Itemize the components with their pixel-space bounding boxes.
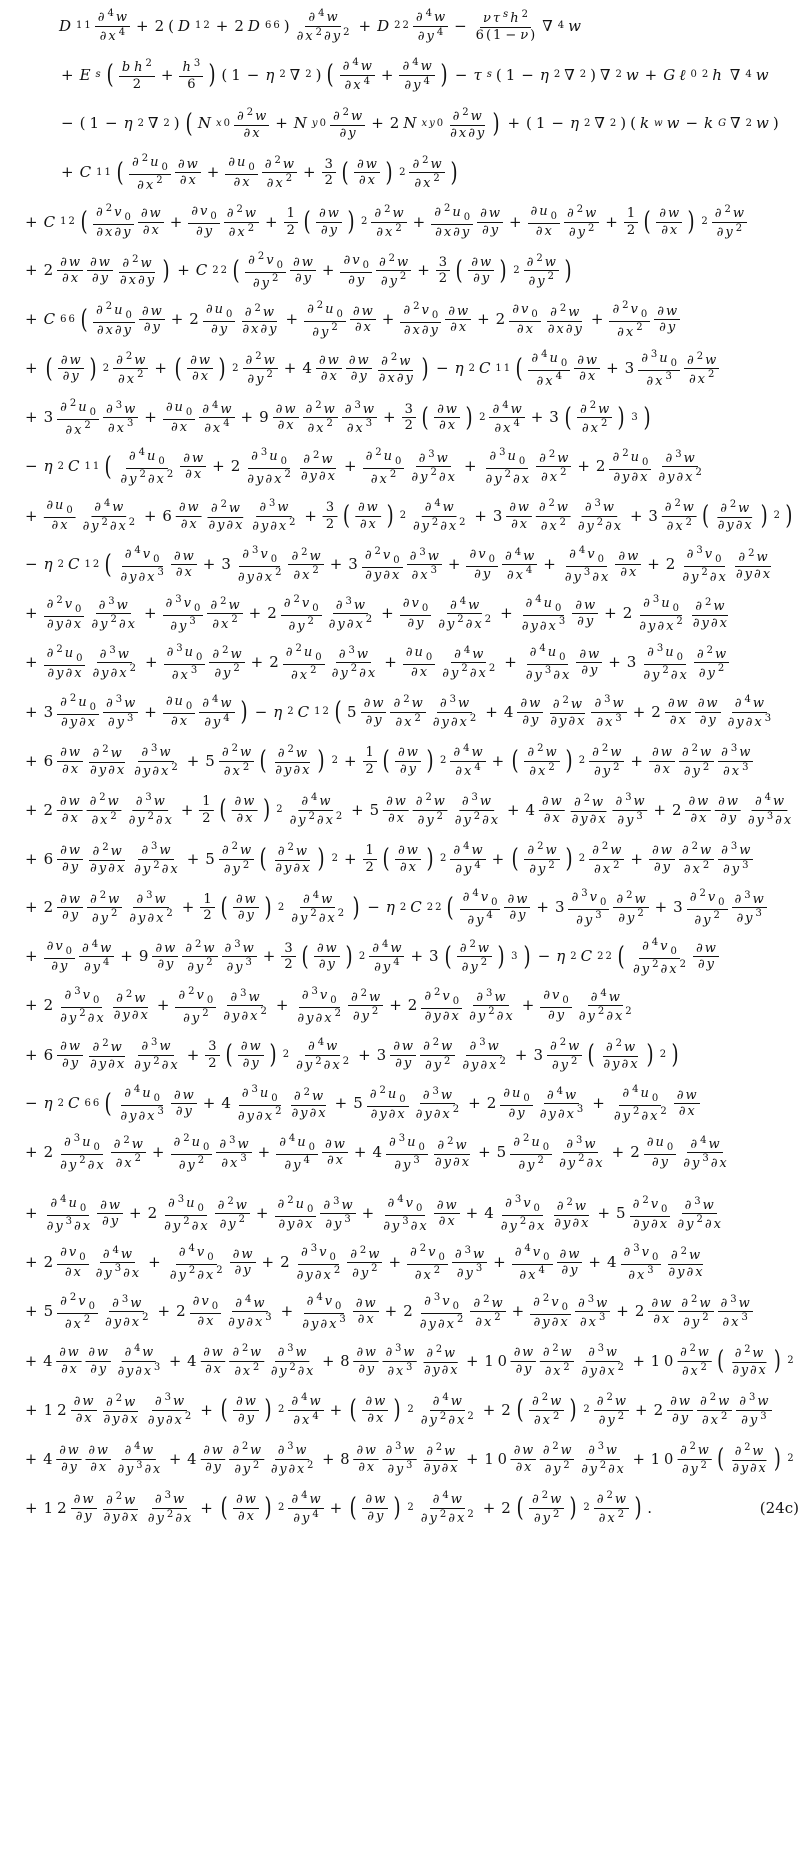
equation-line	[0, 441, 805, 493]
equation-line	[0, 1286, 805, 1338]
equation-line-math: + 6 $\frac{\partial w}{\partial y}$ $\frac{\partial ^2 w}{\partial y \partial x}$ $\frac{\partial ^3 w}{\partial y ^2 \partial x}$ + 5 $\frac{\partial ^2 w}{\partial y ^2}$ ( $\frac{\partial ^2 w}{\partial y \partial x}$ ) 2 + $\frac{1}{2}$ ( $\frac{\partial w}{\partial x}$ ) 2 $\frac{\partial ^4 w}{\partial y ^4}$ + ( $\frac{\partial ^2 w}{\partial y ^2}$ ) 2 $\frac{\partial ^2 w}{\partial x ^2}$ + $\frac{\partial w}{\partial y}$ $\frac{\partial ^2 w}{\partial x ^2}$ $\frac{\partial ^3 w}{\partial y ^3}$	[22, 842, 754, 877]
equation-line	[0, 245, 805, 297]
equation-line	[0, 147, 805, 199]
equation-line-math: + 3 $\frac{\partial ^2 u _0}{\partial y \partial x}$ $\frac{\partial ^3 w}{\partial y ^3}$ + $\frac{\partial u _0}{\partial x}$ $\frac{\partial ^4 w}{\partial y ^4}$ ) − η 2 C 1 2 ( 5 $\frac{\partial w}{\partial y}$ $\frac{\partial ^2 w}{\partial x ^2}$ $\frac{\partial ^3 w}{\partial y \partial x ^2}$ + 4 $\frac{\partial w}{\partial y}$ $\frac{\partial ^2 w}{\partial y \partial x}$ $\frac{\partial ^3 w}{\partial x ^3}$ + 2 $\frac{\partial w}{\partial x}$ $\frac{\partial w}{\partial y}$ $\frac{\partial ^4 w}{\partial y \partial x ^3}$	[25, 692, 772, 731]
equation-line-math: + $\frac{\partial v _0}{\partial y}$ $\frac{\partial ^4 w}{\partial y ^4}$ + 9 $\frac{\partial w}{\partial y}$ $\frac{\partial ^2 w}{\partial y ^2}$ $\frac{\partial ^3 w}{\partial y ^3}$ + $\frac{3}{2}$ ( $\frac{\partial w}{\partial y}$ ) 2 $\frac{\partial ^4 w}{\partial y ^4}$ + 3 ( $\frac{\partial ^2 w}{\partial y ^2}$ ) 3 ) − η 2 C 2 2 ( $\frac{\partial ^4 v _0}{\partial y ^2 \partial x ^2}$ $\frac{\partial w}{\partial y}$	[22, 938, 720, 976]
equation-line	[0, 1433, 805, 1485]
equation-line	[0, 931, 805, 983]
equation-line-math: D 1 1 $\frac{\partial ^4 w}{\partial x ^4}$ + 2 ( D 1 2 + 2 D 6 6 ) $\frac{\partial ^4 w}{\partial x ^2 \partial y ^2}$ + D 2 2 $\frac{\partial ^4 w}{\partial y ^4}$ − $\frac{\nu \tau ^s h ^2}{6 ( 1 - \nu )}$ ∇ 4 w	[59, 7, 581, 44]
equation-number: (24c)	[759, 1498, 799, 1517]
equation-line	[0, 588, 805, 640]
equation-line	[0, 392, 805, 444]
equation-line	[0, 0, 805, 52]
equation-line	[0, 1029, 805, 1081]
equation-line	[0, 49, 805, 101]
equation-line-math: − η 2 C 1 1 ( $\frac{\partial ^4 u _0}{\partial y ^2 \partial x ^2}$ $\frac{\partial w}{\partial x}$ + 2 $\frac{\partial ^3 u _0}{\partial y \partial x ^2}$ $\frac{\partial ^2 w}{\partial y \partial x}$ + $\frac{\partial ^2 u _0}{\partial x ^2}$ $\frac{\partial ^3 w}{\partial y ^2 \partial x}$ + $\frac{\partial ^3 u _0}{\partial y ^2 \partial x}$ $\frac{\partial ^2 w}{\partial x ^2}$ + 2 $\frac{\partial ^2 u _0}{\partial y \partial x}$ $\frac{\partial ^3 w}{\partial y \partial x ^2}$	[25, 446, 702, 487]
equation-line	[0, 490, 805, 542]
equation-line	[0, 980, 805, 1032]
equation-line-math: + ( $\frac{\partial w}{\partial y}$ ) 2 $\frac{\partial ^2 w}{\partial x ^2}$ + ( $\frac{\partial w}{\partial x}$ ) 2 $\frac{\partial ^2 w}{\partial y ^2}$ + 4 $\frac{\partial w}{\partial x}$ $\frac{\partial w}{\partial y}$ $\frac{\partial ^2 w}{\partial x \partial y}$ ) − η 2 C 1 1 ( $\frac{\partial ^4 u _0}{\partial x ^4}$ $\frac{\partial w}{\partial x}$ + 3 $\frac{\partial ^3 u _0}{\partial x ^3}$ $\frac{\partial ^2 w}{\partial x ^2}$	[22, 350, 720, 388]
equation-line-math: + C 1 2 ( $\frac{\partial ^2 v _0}{\partial x \partial y}$ $\frac{\partial w}{\partial x}$ + $\frac{\partial v _0}{\partial y}$ $\frac{\partial ^2 w}{\partial x ^2}$ + $\frac{1}{2}$ ( $\frac{\partial w}{\partial y}$ ) 2 $\frac{\partial ^2 w}{\partial x ^2}$ + $\frac{\partial ^2 u _0}{\partial x \partial y}$ $\frac{\partial w}{\partial y}$ + $\frac{\partial u _0}{\partial x}$ $\frac{\partial ^2 w}{\partial y ^2}$ + $\frac{1}{2}$ ( $\frac{\partial w}{\partial x}$ ) 2 $\frac{\partial ^2 w}{\partial y ^2}$	[22, 204, 748, 240]
equation-line	[0, 1078, 805, 1130]
equation-line-math: + 6 $\frac{\partial w}{\partial x}$ $\frac{\partial ^2 w}{\partial y \partial x}$ $\frac{\partial ^3 w}{\partial y \partial x ^2}$ + 5 $\frac{\partial ^2 w}{\partial x ^2}$ ( $\frac{\partial ^2 w}{\partial y \partial x}$ ) 2 + $\frac{1}{2}$ ( $\frac{\partial w}{\partial y}$ ) 2 $\frac{\partial ^4 w}{\partial x ^4}$ + ( $\frac{\partial ^2 w}{\partial x ^2}$ ) 2 $\frac{\partial ^2 w}{\partial y ^2}$ + $\frac{\partial w}{\partial x}$ $\frac{\partial ^2 w}{\partial y ^2}$ $\frac{\partial ^3 w}{\partial x ^3}$	[22, 744, 754, 779]
equation-line-math: + $\frac{\partial ^2 u _0}{\partial y \partial x}$ $\frac{\partial ^3 w}{\partial y \partial x ^2}$ + $\frac{\partial ^3 u _0}{\partial x ^3}$ $\frac{\partial ^2 w}{\partial y ^2}$ + 2 $\frac{\partial ^2 u _0}{\partial x ^2}$ $\frac{\partial ^3 w}{\partial y ^2 \partial x}$ + $\frac{\partial u _0}{\partial x}$ $\frac{\partial ^4 w}{\partial y ^2 \partial x ^2}$ + $\frac{\partial ^4 u _0}{\partial y ^3 \partial x}$ $\frac{\partial w}{\partial y}$ + 3 $\frac{\partial ^3 u _0}{\partial y ^2 \partial x}$ $\frac{\partial ^2 w}{\partial y ^2}$	[22, 644, 730, 682]
equation-line-math: + E s ( $\frac{b h ^2}{2}$ + $\frac{h ^3}{6}$ ) ( 1 − η 2 ∇ 2 ) ( $\frac{\partial ^4 w}{\partial x ^4}$ + $\frac{\partial ^4 w}{\partial y ^4}$ ) − τ s ( 1 − η 2 ∇ 2 ) ∇ 2 w + G ℓ 0 2 h ∇ 4 w	[61, 56, 769, 93]
equation-line-math: + 6 $\frac{\partial w}{\partial y}$ $\frac{\partial ^2 w}{\partial y \partial x}$ $\frac{\partial ^3 w}{\partial y ^2 \partial x}$ + $\frac{3}{2}$ ( $\frac{\partial w}{\partial y}$ ) 2 $\frac{\partial ^4 w}{\partial y ^2 \partial x ^2}$ + 3 $\frac{\partial w}{\partial y}$ $\frac{\partial ^2 w}{\partial y ^2}$ $\frac{\partial ^3 w}{\partial y \partial x ^2}$ + 3 $\frac{\partial ^2 w}{\partial y ^2}$ ( $\frac{\partial ^2 w}{\partial y \partial x}$ ) 2 )	[25, 1036, 679, 1073]
equation-line-math: + 2 $\frac{\partial ^3 v _0}{\partial y ^2 \partial x}$ $\frac{\partial ^2 w}{\partial y \partial x}$ + $\frac{\partial ^2 v _0}{\partial y ^2}$ $\frac{\partial ^3 w}{\partial y \partial x ^2}$ + $\frac{\partial ^3 v _0}{\partial y \partial x ^2}$ $\frac{\partial ^2 w}{\partial y ^2}$ + 2 $\frac{\partial ^2 v _0}{\partial y \partial x}$ $\frac{\partial ^3 w}{\partial y ^2 \partial x}$ + $\frac{\partial v _0}{\partial y}$ $\frac{\partial ^4 w}{\partial y ^2 \partial x ^2}$	[25, 985, 632, 1026]
equation-line	[0, 294, 805, 346]
equation-line-math: + 2 $\frac{\partial w}{\partial x}$ $\frac{\partial ^2 w}{\partial x ^2}$ $\frac{\partial ^3 w}{\partial y ^2 \partial x}$ + $\frac{1}{2}$ ( $\frac{\partial w}{\partial x}$ ) 2 $\frac{\partial ^4 w}{\partial y ^2 \partial x ^2}$ + 5 $\frac{\partial w}{\partial x}$ $\frac{\partial ^2 w}{\partial y ^2}$ $\frac{\partial ^3 w}{\partial y ^2 \partial x}$ + 4 $\frac{\partial w}{\partial x}$ $\frac{\partial ^2 w}{\partial y \partial x}$ $\frac{\partial ^3 w}{\partial y ^3}$ + 2 $\frac{\partial w}{\partial x}$ $\frac{\partial w}{\partial y}$ $\frac{\partial ^4 w}{\partial y ^3 \partial x}$	[24, 791, 792, 828]
equation-line	[0, 98, 805, 150]
equation-line-math: + $\frac{\partial ^2 v _0}{\partial y \partial x}$ $\frac{\partial ^3 w}{\partial y ^2 \partial x}$ + $\frac{\partial ^3 v _0}{\partial y ^3}$ $\frac{\partial ^2 w}{\partial x ^2}$ + 2 $\frac{\partial ^2 v _0}{\partial y ^2}$ $\frac{\partial ^3 w}{\partial y \partial x ^2}$ + $\frac{\partial v _0}{\partial y}$ $\frac{\partial ^4 w}{\partial y ^2 \partial x ^2}$ + $\frac{\partial ^4 u _0}{\partial y \partial x ^3}$ $\frac{\partial w}{\partial y}$ + 2 $\frac{\partial ^3 u _0}{\partial y \partial x ^2}$ $\frac{\partial ^2 w}{\partial y \partial x}$	[25, 593, 727, 634]
equation-line-math: + C 1 1 ( $\frac{\partial ^2 u _0}{\partial x ^2}$ $\frac{\partial w}{\partial x}$ + $\frac{\partial u _0}{\partial x}$ $\frac{\partial ^2 w}{\partial x ^2}$ + $\frac{3}{2}$ ( $\frac{\partial w}{\partial x}$ ) 2 $\frac{\partial ^2 w}{\partial x ^2}$ )	[61, 152, 458, 193]
equation-line	[0, 833, 805, 885]
equation-line	[0, 686, 805, 738]
equation-line	[0, 539, 805, 591]
equation-line-math: − η 2 C 6 6 ( $\frac{\partial ^4 u _0}{\partial y \partial x ^3}$ $\frac{\partial w}{\partial y}$ + 4 $\frac{\partial ^3 u _0}{\partial y \partial x ^2}$ $\frac{\partial ^2 w}{\partial y \partial x}$ + 5 $\frac{\partial ^2 u _0}{\partial y \partial x}$ $\frac{\partial ^3 w}{\partial y \partial x ^2}$ + 2 $\frac{\partial u _0}{\partial y}$ $\frac{\partial ^4 w}{\partial y \partial x ^3}$ + $\frac{\partial ^4 u _0}{\partial y ^2 \partial x ^2}$ $\frac{\partial w}{\partial x}$	[22, 1085, 701, 1123]
equation-line	[0, 1482, 805, 1534]
equation-line-math: + 4 ∂ w ∂ x ∂ w ∂ y ∂ 4 w ∂ y ∂ x 3 + 4 ∂ w ∂ x ∂ 2 w ∂ x 2 ∂ 3 w ∂ y 2 ∂ x + 8 ∂ w ∂ y ∂ 3 w ∂ x 3 ∂ 2 w ∂ y ∂ x + 1 0 ∂ w ∂ y ∂ 2 w ∂ x 2 ∂ 3 w ∂ y ∂ x 2 + 1 0 ∂ 2 w ∂ x 2 ( ∂ 2 w ∂ y ∂ x ) 2	[24, 1342, 794, 1379]
equation-line-math: − η 2 C 1 2 ( $\frac{\partial ^4 v _0}{\partial y \partial x ^3}$ $\frac{\partial w}{\partial x}$ + 3 $\frac{\partial ^3 v _0}{\partial y \partial x ^2}$ $\frac{\partial ^2 w}{\partial x ^2}$ + 3 $\frac{\partial ^2 v _0}{\partial y \partial x}$ $\frac{\partial ^3 w}{\partial x ^3}$ + $\frac{\partial v _0}{\partial y}$ $\frac{\partial ^4 w}{\partial x ^4}$ + $\frac{\partial ^4 v _0}{\partial y ^3 \partial x}$ $\frac{\partial w}{\partial x}$ + 2 $\frac{\partial ^3 v _0}{\partial y ^2 \partial x}$ $\frac{\partial ^2 w}{\partial y \partial x}$	[25, 544, 771, 585]
equation-line-math: + ∂ 4 u 0 ∂ y 3 ∂ x ∂ w ∂ y + 2 ∂ 3 u 0 ∂ y 2 ∂ x ∂ 2 w ∂ y 2 + ∂ 2 u 0 ∂ y ∂ x ∂ 3 w ∂ y 3 + ∂ 4 v 0 ∂ y 3 ∂ x ∂ w ∂ x + 4 ∂ 3 v 0 ∂ y 2 ∂ x ∂ 2 w ∂ y ∂ x + 5 ∂ 2 v 0 ∂ y ∂ x ∂ 3 w ∂ y 2 ∂ x	[25, 1193, 721, 1234]
equation-line-math: + 3 $\frac{\partial ^2 u _0}{\partial x ^2}$ $\frac{\partial ^3 w}{\partial x ^3}$ + $\frac{\partial u _0}{\partial x}$ $\frac{\partial ^4 w}{\partial x ^4}$ + 9 $\frac{\partial w}{\partial x}$ $\frac{\partial ^2 w}{\partial x ^2}$ $\frac{\partial ^3 w}{\partial x ^3}$ + $\frac{3}{2}$ ( $\frac{\partial w}{\partial x}$ ) 2 $\frac{\partial ^4 w}{\partial x ^4}$ + 3 ( $\frac{\partial ^2 w}{\partial x ^2}$ ) 3 )	[25, 397, 651, 438]
equation-line-math: + 4 ∂ w ∂ y ∂ w ∂ x ∂ 4 w ∂ y 3 ∂ x + 4 ∂ w ∂ y ∂ 2 w ∂ y 2 ∂ 3 w ∂ y ∂ x 2 + 8 ∂ w ∂ x ∂ 3 w ∂ y 3 ∂ 2 w ∂ y ∂ x + 1 0 ∂ w ∂ x ∂ 2 w ∂ y 2 ∂ 3 w ∂ y 2 ∂ x + 1 0 ∂ 2 w ∂ y 2 ( ∂ 2 w ∂ y ∂ x ) 2	[24, 1440, 794, 1477]
equation-line-math: + 5 ∂ 2 v 0 ∂ x 2 ∂ 3 w ∂ y ∂ x 2 + 2 ∂ v 0 ∂ x ∂ 4 w ∂ y ∂ x 3 + ∂ 4 v 0 ∂ y ∂ x 3 ∂ w ∂ x + 2 ∂ 3 v 0 ∂ y ∂ x 2 ∂ 2 w ∂ x 2 + ∂ 2 v 0 ∂ y ∂ x ∂ 3 w ∂ x 3 + 2 ∂ w ∂ x ∂ 2 w ∂ y 2 ∂ 3 w ∂ x 3	[22, 1293, 754, 1331]
equation-line	[0, 1335, 805, 1387]
equation-line	[0, 1127, 805, 1179]
equation-line-math: + 2 $\frac{\partial w}{\partial x}$ $\frac{\partial w}{\partial y}$ $\frac{\partial ^2 w}{\partial x \partial y}$ ) + C 2 2 ( $\frac{\partial ^2 v _0}{\partial y ^2}$ $\frac{\partial w}{\partial y}$ + $\frac{\partial v _0}{\partial y}$ $\frac{\partial ^2 w}{\partial y ^2}$ + $\frac{3}{2}$ ( $\frac{\partial w}{\partial y}$ ) 2 $\frac{\partial ^2 w}{\partial y ^2}$ )	[25, 250, 572, 291]
equation-line-math: + 2 ∂ v 0 ∂ x ∂ 4 w ∂ y 3 ∂ x + ∂ 4 v 0 ∂ y 2 ∂ x 2 ∂ w ∂ y + 2 ∂ 3 v 0 ∂ y ∂ x 2 ∂ 2 w ∂ y 2 + ∂ 2 v 0 ∂ x 2 ∂ 3 w ∂ y 3 + ∂ 4 v 0 ∂ x 4 ∂ w ∂ y + 4 ∂ 3 v 0 ∂ x 3 ∂ 2 w ∂ y ∂ x	[25, 1242, 703, 1283]
equation-line-math: − ( 1 − η 2 ∇ 2 ) ( N x 0 $\frac{\partial ^2 w}{\partial x}$ + N y 0 $\frac{\partial ^2 w}{\partial y}$ + 2 N x y 0 $\frac{\partial ^2 w}{\partial x \partial y}$ ) + ( 1 − η 2 ∇ 2 ) ( k w w − k G ∇ 2 w )	[61, 106, 779, 141]
equation-line	[0, 1237, 805, 1289]
equation-line	[0, 343, 805, 395]
equation-line-math: + 2 ∂ 3 u 0 ∂ y 2 ∂ x ∂ 2 w ∂ x 2 + ∂ 2 u 0 ∂ y 2 ∂ 3 w ∂ x 3 + ∂ 4 u 0 ∂ y 4 ∂ w ∂ x + 4 ∂ 3 u 0 ∂ y 3 ∂ 2 w ∂ y ∂ x + 5 ∂ 2 u 0 ∂ y 2 ∂ 3 w ∂ y 2 ∂ x + 2 ∂ u 0 ∂ y ∂ 4 w ∂ y 3 ∂ x	[25, 1132, 727, 1173]
equation-line-math: + C 6 6 ( $\frac{\partial ^2 u _0}{\partial x \partial y}$ $\frac{\partial w}{\partial y}$ + 2 $\frac{\partial u _0}{\partial y}$ $\frac{\partial ^2 w}{\partial x \partial y}$ + $\frac{\partial ^2 u _0}{\partial y ^2}$ $\frac{\partial w}{\partial x}$ + $\frac{\partial ^2 v _0}{\partial x \partial y}$ $\frac{\partial w}{\partial x}$ + 2 $\frac{\partial v _0}{\partial x}$ $\frac{\partial ^2 w}{\partial x \partial y}$ + $\frac{\partial ^2 v _0}{\partial x ^2}$ $\frac{\partial w}{\partial y}$	[22, 301, 681, 339]
equation-line	[0, 784, 805, 836]
equation-line	[0, 735, 805, 787]
equation-line	[0, 1384, 805, 1436]
equation-line	[0, 196, 805, 248]
equation-line-math: + 2 $\frac{\partial w}{\partial y}$ $\frac{\partial ^2 w}{\partial y ^2}$ $\frac{\partial ^3 w}{\partial y \partial x ^2}$ + $\frac{1}{2}$ ( $\frac{\partial w}{\partial y}$ ) 2 $\frac{\partial ^4 w}{\partial y ^2 \partial x ^2}$ ) − η 2 C 2 2 ( $\frac{\partial ^4 v _0}{\partial y ^4}$ $\frac{\partial w}{\partial y}$ + 3 $\frac{\partial ^3 v _0}{\partial y ^3}$ $\frac{\partial ^2 w}{\partial y ^2}$ + 3 $\frac{\partial ^2 v _0}{\partial y ^2}$ $\frac{\partial ^3 w}{\partial y ^3}$	[22, 889, 768, 927]
equation-line-math: + 1 2 ∂ w ∂ y ∂ 2 w ∂ y ∂ x ∂ 3 w ∂ y 2 ∂ x + ( ∂ w ∂ x ) 2 ∂ 4 w ∂ y 4 + ( ∂ w ∂ y ) 2 ∂ 4 w ∂ y 2 ∂ x 2 + 2 ( ∂ 2 w ∂ y 2 ) 2 ∂ 2 w ∂ x 2 ) .	[25, 1489, 652, 1526]
equation-line-math: + 1 2 ∂ w ∂ x ∂ 2 w ∂ y ∂ x ∂ 3 w ∂ y ∂ x 2 + ( ∂ w ∂ y ) 2 ∂ 4 w ∂ x 4 + ( ∂ w ∂ x ) 2 ∂ 4 w ∂ y 2 ∂ x 2 + 2 ( ∂ 2 w ∂ x 2 ) 2 ∂ 2 w ∂ y 2 + 2 ∂ w ∂ y ∂ 2 w ∂ x 2 ∂ 3 w ∂ y 3	[22, 1393, 773, 1428]
equation-line	[0, 882, 805, 934]
equation-line	[0, 637, 805, 689]
equation-line-math: + $\frac{\partial u _0}{\partial x}$ $\frac{\partial ^4 w}{\partial y ^2 \partial x ^2}$ + 6 $\frac{\partial w}{\partial x}$ $\frac{\partial ^2 w}{\partial y \partial x}$ $\frac{\partial ^3 w}{\partial y \partial x ^2}$ + $\frac{3}{2}$ ( $\frac{\partial w}{\partial x}$ ) 2 $\frac{\partial ^4 w}{\partial y ^2 \partial x ^2}$ + 3 $\frac{\partial w}{\partial x}$ $\frac{\partial ^2 w}{\partial x ^2}$ $\frac{\partial ^3 w}{\partial y ^2 \partial x}$ + 3 $\frac{\partial ^2 w}{\partial x ^2}$ ( $\frac{\partial ^2 w}{\partial y \partial x}$ ) 2 )	[24, 497, 793, 534]
equation-line	[0, 1188, 805, 1240]
